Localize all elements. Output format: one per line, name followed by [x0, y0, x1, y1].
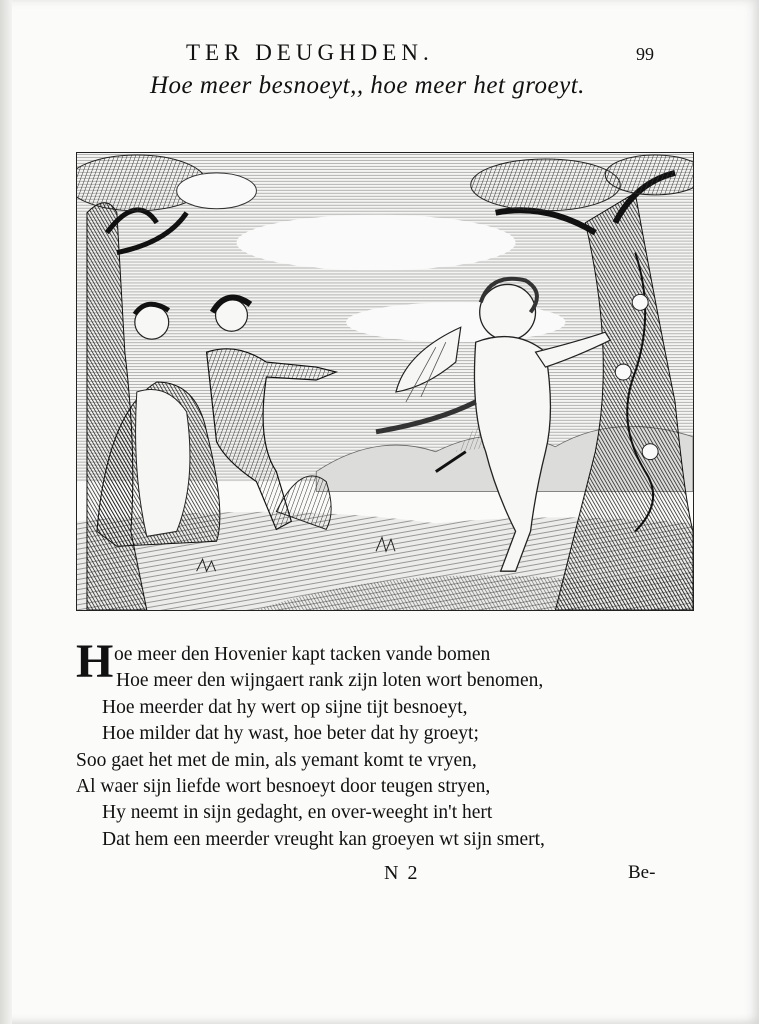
poem-line-6: Al waer sijn liefde wort besnoeyt door teugen stryen,	[76, 776, 491, 797]
motto: Hoe meer besnoeyt,, hoe meer het groeyt.	[150, 72, 585, 99]
poem-line-3: Hoe meerder dat hy wert op sijne tijt besnoeyt,	[102, 697, 468, 718]
signature-mark: N 2	[384, 862, 420, 884]
drop-cap: H	[76, 635, 114, 688]
page-edge	[0, 0, 12, 1024]
poem-line-7: Hy neemt in sijn gedaght, en over-weeght in't hert	[102, 802, 493, 823]
poem-line-8: Dat hem een meerder vreught kan groeyen wt sijn smert,	[102, 829, 545, 850]
catchword: Be-	[628, 862, 656, 883]
page-number: 99	[636, 44, 654, 64]
poem-line-4: Hoe milder dat hy wast, hoe beter dat hy groeyt;	[102, 723, 479, 744]
engraving-illustration	[76, 152, 694, 611]
running-head: TER DEUGHDEN.	[186, 40, 434, 65]
poem-line-1-text: oe meer den Hovenier kapt tacken vande bomen	[114, 644, 491, 665]
poem-line-5: Soo gaet het met de min, als yemant komt te vryen,	[76, 750, 477, 771]
engraving-svg	[77, 153, 693, 610]
poem-line-2: Hoe meer den wijngaert rank zijn loten wort benomen,	[116, 670, 544, 691]
